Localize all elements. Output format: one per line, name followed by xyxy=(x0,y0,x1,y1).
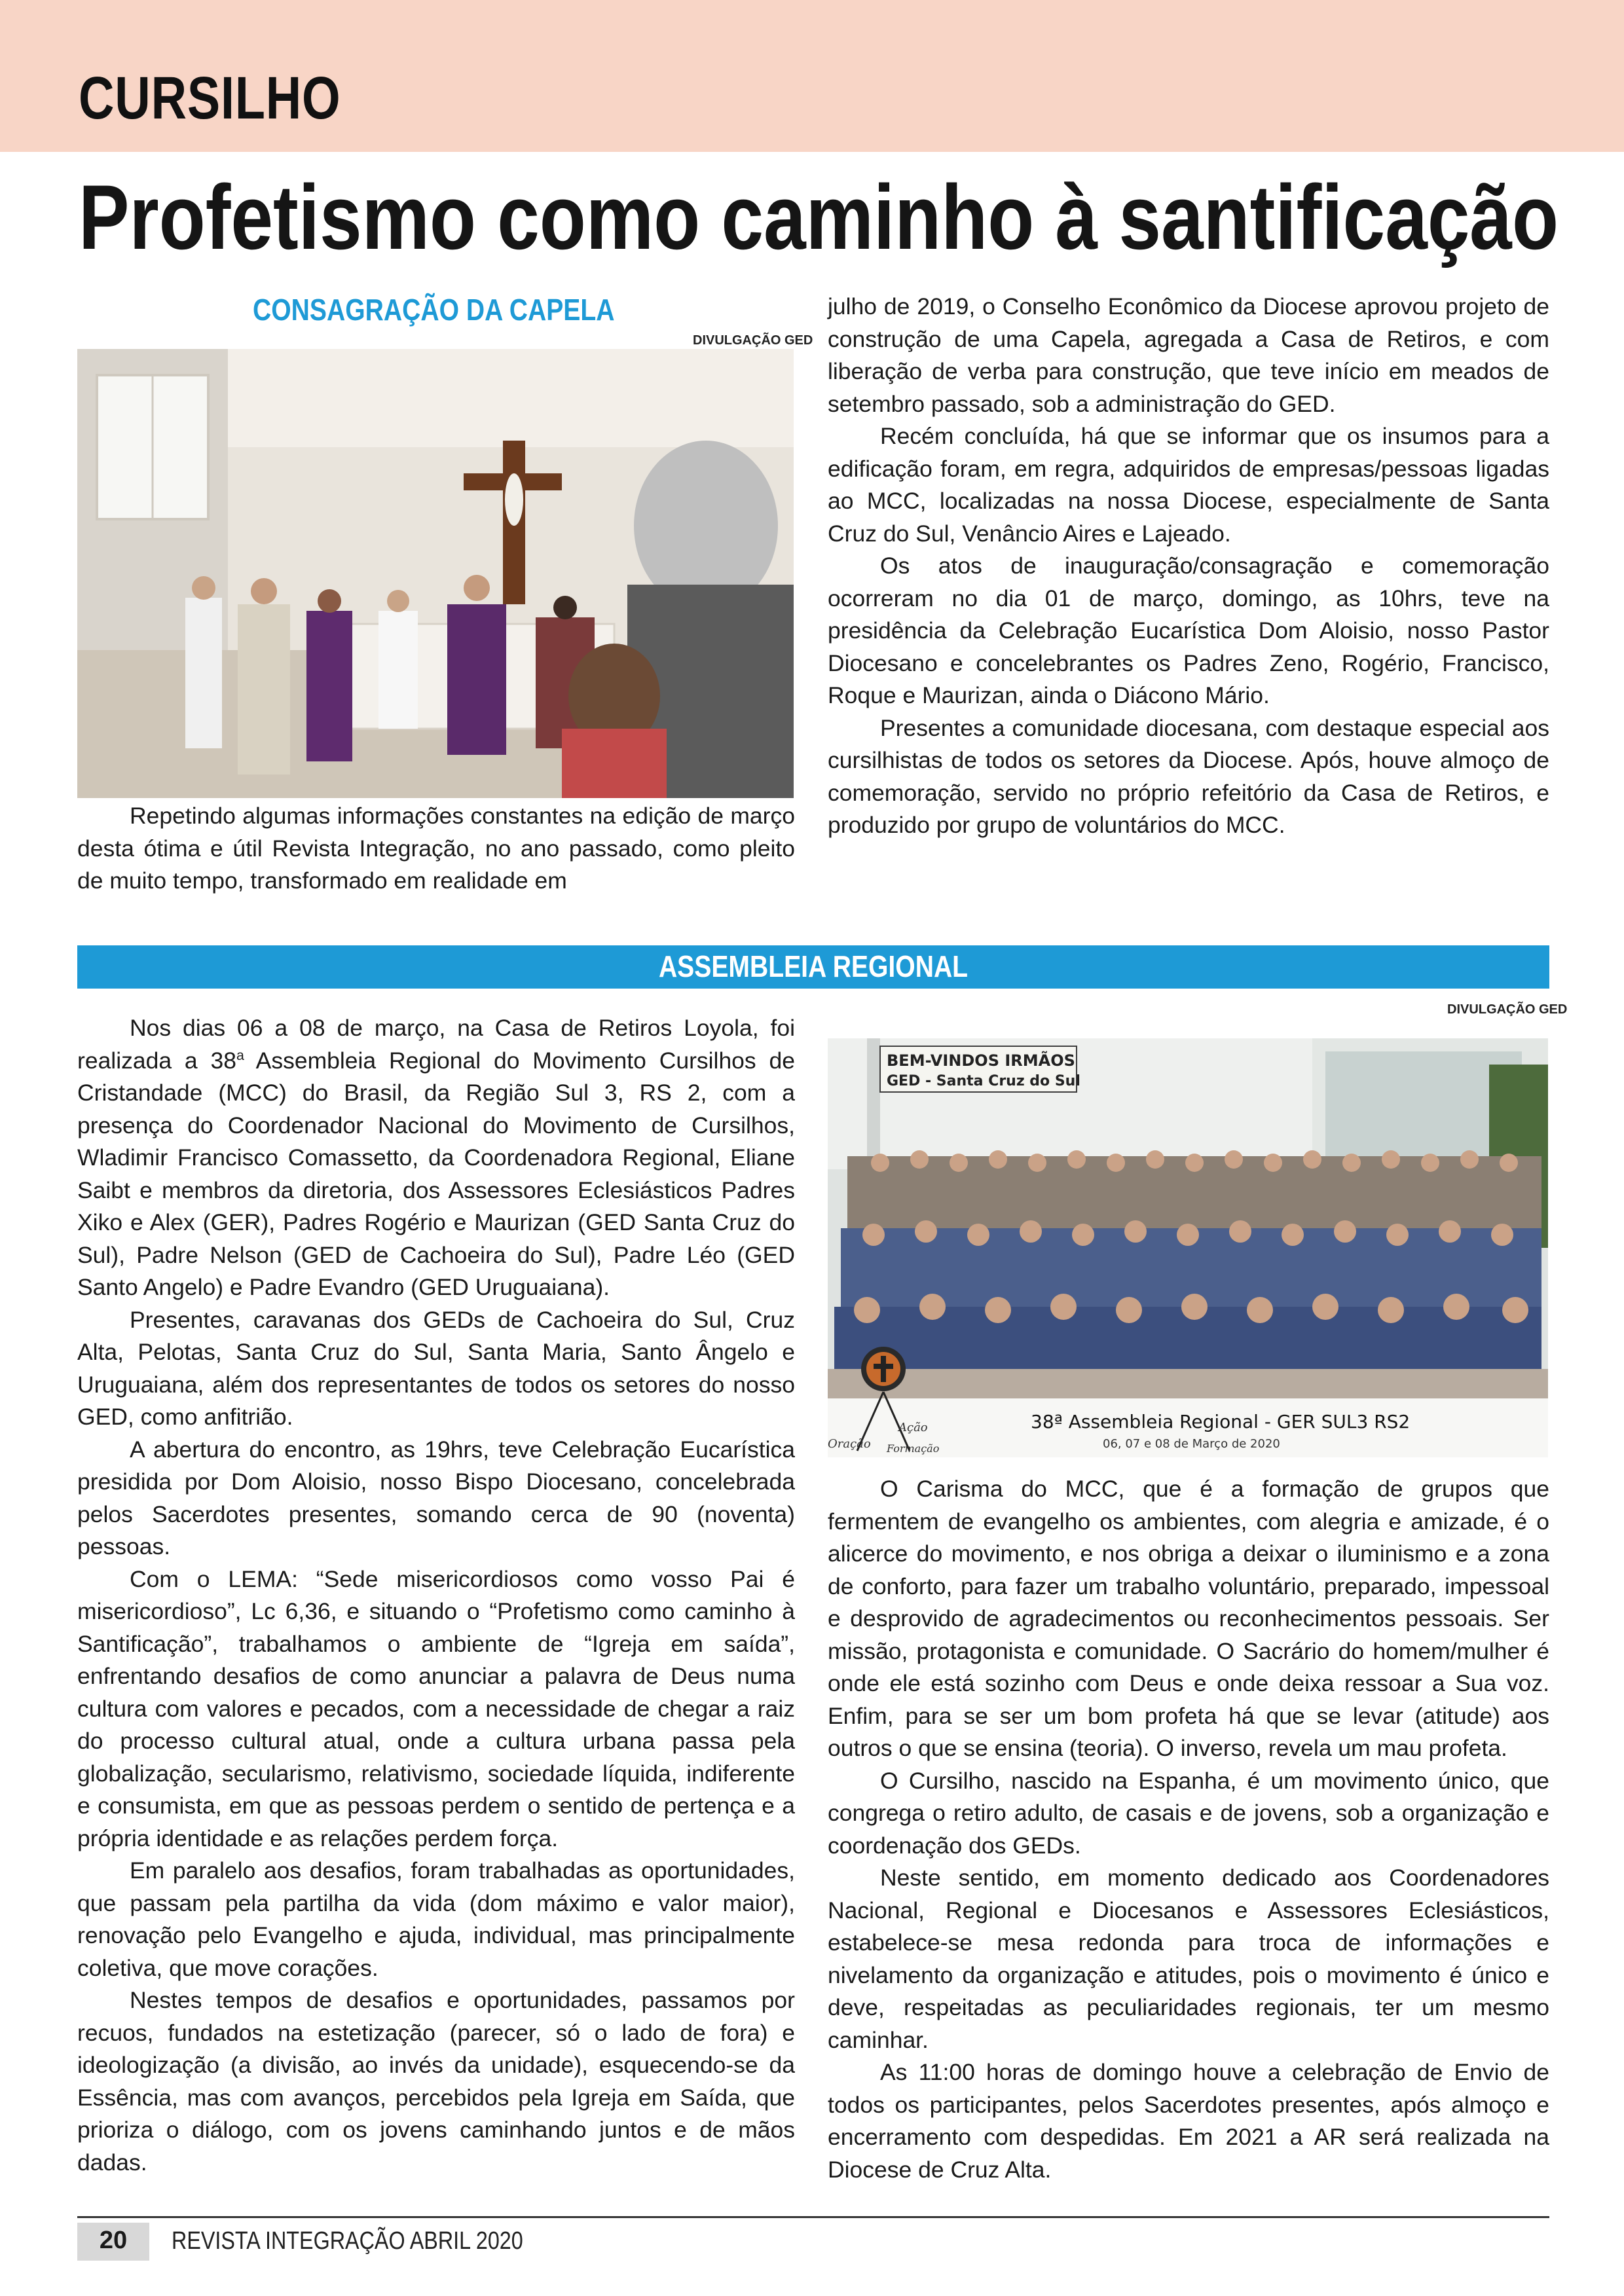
paragraph: Com o LEMA: “Sede misericordiosos como vosso Pai é misericordioso”, Lc 6,36, e situando o “Profetismo como caminho à Santificação”, trabalhamos o ambiente de “Igreja em saída”, enfrentando desafios de como anunciar a palavra de Deus numa cultura com valores e pecados, com a necessidade de chegar a raiz do processo cultural atual, onde a cultura urbana passa pela globalização, secularismo, relativismo, sociedade líquida, indiferente e consumista, em que as pessoas perdem o sentido de pertença e a própria identidade e as relações perdem força. xyxy=(77,1565,795,1851)
paragraph: Repetindo algumas informações constantes na edição de março desta ótima e útil Revista Integração, no ano passado, como pleito de muito tempo, transformado em realidade em xyxy=(77,803,795,894)
paragraph: Presentes, caravanas dos GEDs de Cachoeira do Sul, Cruz Alta, Pelotas, Santa Cruz do Sul, Santa Maria, Santo Ângelo e Uruguaiana, além dos representantes de todos os setores do nosso GED, como anfitrião. xyxy=(77,1306,795,1430)
paragraph: Neste sentido, em momento dedicado aos Coordenadores Nacional, Regional e Diocesanos e Assessores Eclesiásticos, estabelece-se mesa redonda para troca de informações e nivelamento da organização e atitudes, pois o movimento é único e deve, respeitadas as peculiaridades regionais, ter um mesmo caminhar. xyxy=(828,1865,1549,2053)
paragraph: Nestes tempos de desafios e oportunidades, passamos por recuos, fundados na estetização (parecer, só o lado de fora) e ideologização (a divisão, ao invés da unidade), esquecendo-se da Essência, mas com avanços, percebidos pela Igreja em Saída, que prioriza o diálogo, com os jovens caminhando juntos e de mãos dadas. xyxy=(77,1987,795,2176)
banner-line-2: GED - Santa Cruz do Sul xyxy=(887,1073,1080,1089)
photo-caption-dates: 06, 07 e 08 de Março de 2020 xyxy=(1103,1437,1280,1451)
top-left-column xyxy=(77,800,795,898)
section-bar-assembleia xyxy=(77,945,1549,989)
paragraph: Presentes a comunidade diocesana, com destaque especial aos cursilhistas de todos os setores da Diocese. Após, houve almoço de comemoração, servido no próprio refeitório da Casa de Retiros, e produzido por grupo de voluntários do MCC. xyxy=(828,714,1549,838)
section-bar-title: ASSEMBLEIA REGIONAL xyxy=(658,949,969,983)
paragraph: O Cursilho, nascido na Espanha, é um movimento único, que congrega o retiro adulto, de casais e de jovens, sob a organização e coordenação dos GEDs. xyxy=(828,1767,1549,1859)
page-number-box xyxy=(77,2223,149,2261)
chapel-photo xyxy=(77,349,794,798)
photo-caption-main: 38ª Assembleia Regional - GER SUL3 RS2 xyxy=(1031,1411,1411,1432)
logo-word-oracao: Oração xyxy=(828,1437,871,1451)
paragraph: O Carisma do MCC, que é a formação de grupos que fermentem de evangelho os ambientes, com alegria e amizade, é o alicerce do movimento, e nos obriga a deixar o iluminismo e a zona de conforto, para fazer um trabalho voluntário, preparado, impessoal e desprovido de agradecimentos ou reconhecimentos pessoais. Ser missão, protagonista e comunidade. O Sacrário do homem/mulher é onde ele está sozinho com Deus e onde deixa ressoar a Sua voz. Enfim, para se ser um bom profeta há que se levar (atitude) aos outros o que se ensina (teoria). O inverso, revela um mau profeta. xyxy=(828,1476,1549,1761)
subhead-consagracao: CONSAGRAÇÃO DA CAPELA xyxy=(253,293,615,327)
photo-credit: DIVULGAÇÃO GED xyxy=(693,333,813,348)
text-run: Nos dias 06 a 08 de março, na Casa de Retiros Loyola, foi realizada a 38 xyxy=(77,1015,795,1074)
footer-rule xyxy=(77,2216,1549,2218)
ordinal-mark: a xyxy=(236,1047,244,1063)
assembly-right-column xyxy=(828,1473,1549,2186)
paragraph: As 11:00 horas de domingo houve a celebração de Envio de todos os participantes, pelos Sacerdotes presentes, após almoço e encerramento com despedidas. Em 2021 a AR será realizada na Diocese de Cruz Alta. xyxy=(828,2059,1549,2183)
page-headline: Profetismo como caminho à santificação xyxy=(79,166,1559,268)
page-number: 20 xyxy=(99,2227,128,2254)
paragraph: Recém concluída, há que se informar que os insumos para a edificação foram, em regra, adquiridos de empresas/pessoas ligadas ao MCC, localizadas na nossa Diocese, especialmente de Santa Cruz do Sul, Venâncio Aires e Lajeado. xyxy=(828,423,1549,547)
photo-credit: DIVULGAÇÃO GED xyxy=(1447,1002,1568,1017)
paragraph: Os atos de inauguração/consagração e comemoração ocorreram no dia 01 de março, domingo, as 10hrs, teve na presidência da Celebração Eucarística Dom Aloisio, nosso Pastor Diocesano e concelebrantes os Padres Zeno, Rogério, Francisco, Roque e Maurizan, ainda o Diácono Mário. xyxy=(828,553,1549,708)
top-right-column xyxy=(828,291,1549,842)
logo-word-acao: Ação xyxy=(898,1421,928,1434)
group-photo xyxy=(828,1038,1548,1457)
text-run: Assembleia Regional do Movimento Cursilhos de Cristandade (MCC) do Brasil, da Região Sul 3, RS 2, com a presença do Coordenador Nacional do Movimento de Cursilhos, Wladimir Francisco Comassetto, da Coordenadora Regional, Eliane Saibt e membros da diretoria, dos Assessores Eclesiásticos Padres Xiko e Alex (GER), Padres Rogério e Maurizan (GED Santa Cruz do Sul), Padre Nelson (GED de Cachoeira do Sul), Padre Léo (GED Santo Angelo) e Padre Evandro (GED Uruguaiana). xyxy=(77,1047,795,1300)
logo-word-formacao: Formação xyxy=(887,1442,940,1455)
section-label: CURSILHO xyxy=(79,65,341,132)
paragraph: julho de 2019, o Conselho Econômico da Diocese aprovou projeto de construção de uma Capela, agregada a Casa de Retiros, e com liberação de verba para construção, que teve início em meados de setembro passado, sob a administração do GED. xyxy=(828,293,1549,417)
assembly-left-column xyxy=(77,1012,795,2179)
paragraph xyxy=(77,1012,795,1304)
paragraph: Em paralelo aos desafios, foram trabalhadas as oportunidades, que passam pela partilha da vida (dom máximo e valor maior), renovação pelo Evangelho e ajuda, individual, mas principalmente coletiva, que move corações. xyxy=(77,1857,795,1981)
publication-name: REVISTA INTEGRAÇÃO ABRIL 2020 xyxy=(172,2227,523,2255)
paragraph: A abertura do encontro, as 19hrs, teve Celebração Eucarística presidida por Dom Aloisio, nosso Bispo Diocesano, concelebrada pelos Sacerdotes presentes, somando cerca de 90 (noventa) pessoas. xyxy=(77,1436,795,1559)
banner-line-1: BEM-VINDOS IRMÃOS xyxy=(887,1051,1075,1070)
